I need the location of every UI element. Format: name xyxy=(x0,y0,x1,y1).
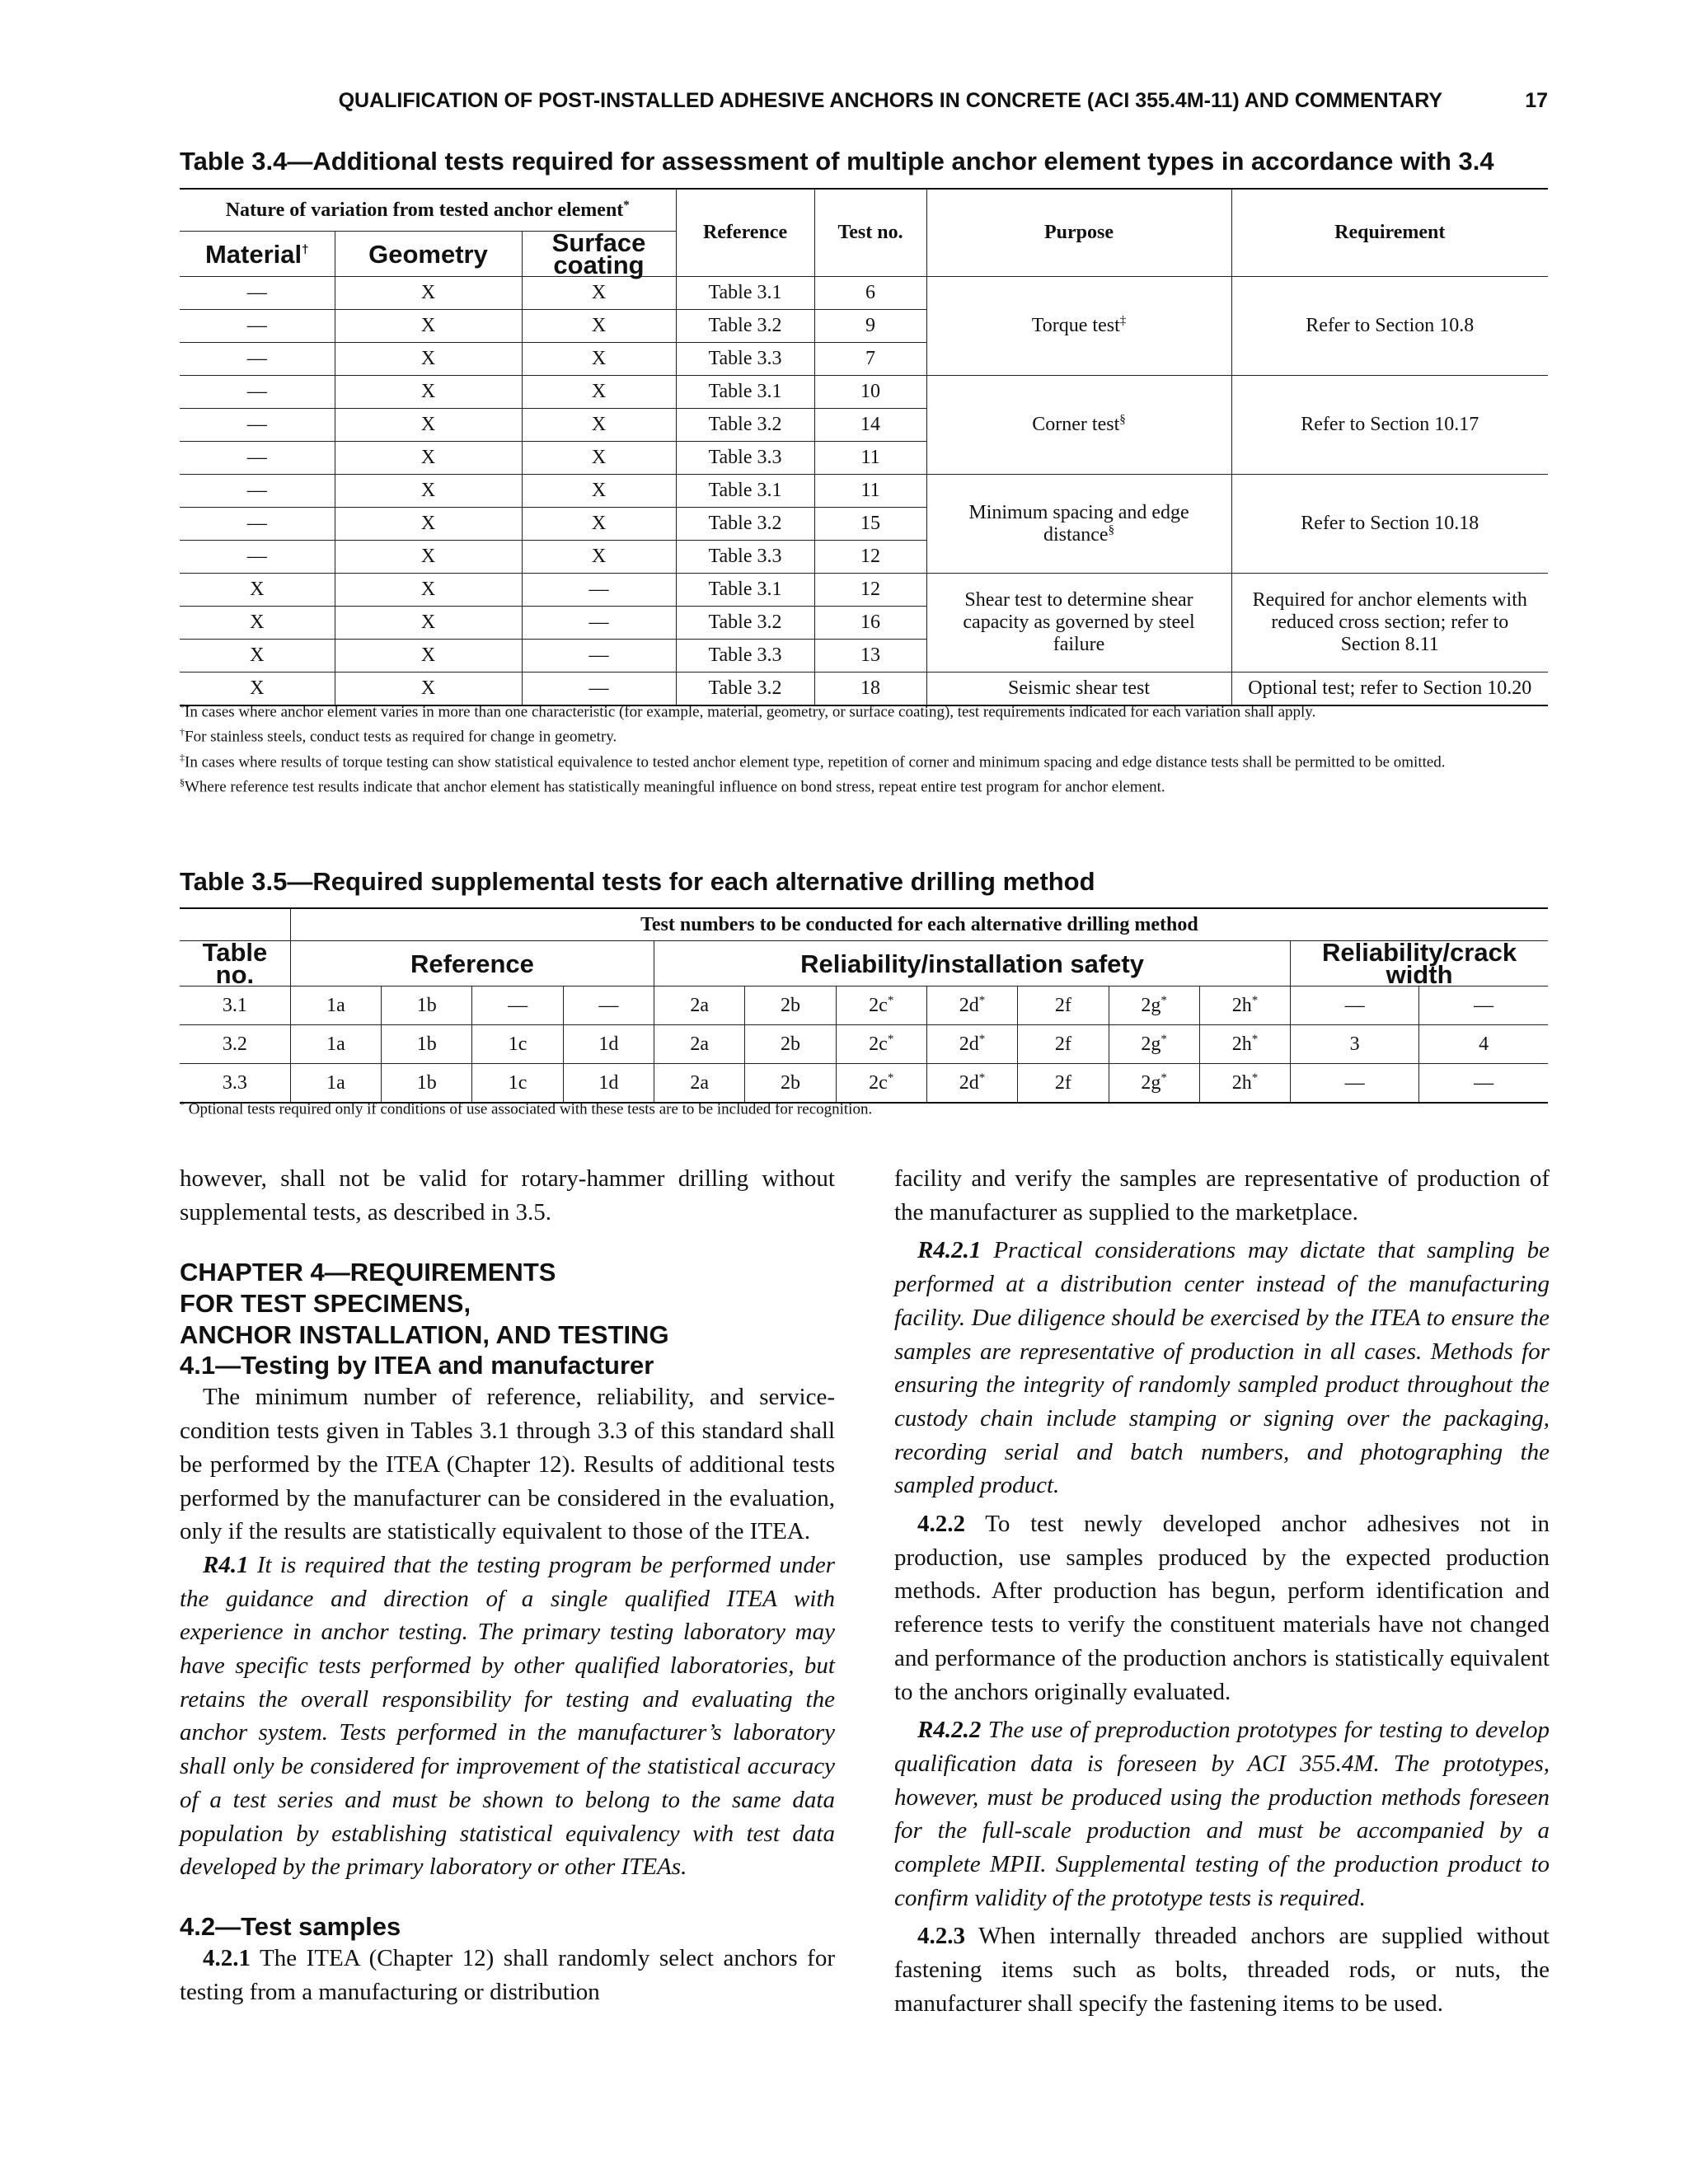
cell-geometry: X xyxy=(335,574,522,607)
cell-material: — xyxy=(180,475,335,508)
cell-surface-coating: — xyxy=(522,574,676,607)
cell-reference: Table 3.2 xyxy=(676,607,814,640)
table-3-4 xyxy=(180,188,1548,706)
cell-test-number: 2h* xyxy=(1199,1025,1290,1064)
header-title: QUALIFICATION OF POST-INSTALLED ADHESIVE ANCHORS IN CONCRETE (ACI 355.4M-11) AND COMMENTARY xyxy=(338,89,1442,112)
cell-reference: Table 3.2 xyxy=(676,310,814,343)
cell-reference: Table 3.3 xyxy=(676,541,814,574)
table-row xyxy=(180,277,1548,310)
paragraph: however, shall not be valid for rotary-hammer drilling without supplemental tests, as described in 3.5. xyxy=(180,1165,835,1226)
cell-surface-coating: X xyxy=(522,442,676,475)
cell-test-number: — xyxy=(1419,1064,1548,1104)
cell-surface-coating: X xyxy=(522,376,676,409)
group-reference: Reference xyxy=(290,941,654,987)
cell-material: — xyxy=(180,442,335,475)
cell-table-no: 3.2 xyxy=(180,1025,290,1064)
cell-surface-coating: X xyxy=(522,409,676,442)
cell-test-number: 2g* xyxy=(1109,1064,1199,1104)
cell-material: X xyxy=(180,607,335,640)
cell-test-number: 2d* xyxy=(926,1064,1017,1104)
footnote: †For stainless steels, conduct tests as required for change in geometry. xyxy=(180,726,617,746)
cell-test-no: 6 xyxy=(814,277,926,310)
cell-test-number: 1b xyxy=(382,1025,472,1064)
cell-surface-coating: X xyxy=(522,310,676,343)
cell-reference: Table 3.3 xyxy=(676,343,814,376)
cell-test-number: 2h* xyxy=(1199,1064,1290,1104)
cell-test-number: 2d* xyxy=(926,1025,1017,1064)
table-row xyxy=(180,987,1548,1025)
col-material: Material† xyxy=(180,232,335,277)
paragraph-4-2-2: 4.2.2 To test newly developed anchor adhesives not in production, use samples produced by the expected production methods. After production has begun, perform identification and reference tests to verify the constituent materials have not changed and performance of the production anchors is statistically equivalent to the anchors originally evaluated. xyxy=(894,1511,1550,1705)
cell-test-no: 15 xyxy=(814,508,926,541)
cell-test-number: — xyxy=(1419,987,1548,1025)
commentary-r4-1: R4.1 It is required that the testing program be performed under the guidance and direction of a single qualified ITEA with experience in anchor testing. The primary testing laboratory may have specific tests performed by other qualified laboratories, but retains the overall responsibility for testing and evaluating the anchor system. Tests performed in the manufacturer’s laboratory shall only be considered for improvement of the statistical accuracy of a test series and must be shown to belong to the same data population by establishing statistical equivalency with test data developed by the primary laboratory or other ITEAs. xyxy=(180,1551,835,1881)
cell-test-number: 2f xyxy=(1018,987,1109,1025)
cell-surface-coating: X xyxy=(522,541,676,574)
page-number: 17 xyxy=(1525,89,1548,112)
cell-geometry: X xyxy=(335,409,522,442)
cell-reference: Table 3.2 xyxy=(676,673,814,706)
cell-material: — xyxy=(180,277,335,310)
table-row xyxy=(180,1025,1548,1064)
cell-geometry: X xyxy=(335,640,522,673)
left-column xyxy=(180,1162,835,2008)
cell-geometry: X xyxy=(335,277,522,310)
footnote: §Where reference test results indicate that anchor element has statistically meaningful influence on bond stress, repeat entire test program for anchor element. xyxy=(180,776,1165,796)
cell-material: X xyxy=(180,574,335,607)
cell-test-number: — xyxy=(563,987,654,1025)
commentary-r4-2-2: R4.2.2 The use of preproduction prototypes for testing to develop qualification data is foreseen by ACI 355.4M. The prototypes, however, must be produced using the production methods foreseen for the full-scale production and must be accompanied by a complete MPII. Supplemental testing of the production product to confirm validity of the prototype tests is required. xyxy=(894,1717,1550,1911)
table-3-5-caption: Table 3.5—Required supplemental tests for each alternative drilling method xyxy=(180,867,1095,896)
col-test-no: Test no. xyxy=(814,189,926,277)
cell-test-number: 2c* xyxy=(836,1025,926,1064)
col-requirement: Requirement xyxy=(1231,189,1548,277)
cell-material: — xyxy=(180,541,335,574)
cell-purpose: Seismic shear test xyxy=(926,673,1231,706)
col-table-no: Table no. xyxy=(180,941,290,987)
cell-test-no: 18 xyxy=(814,673,926,706)
cell-test-no: 14 xyxy=(814,409,926,442)
table-3-5 xyxy=(180,907,1548,1104)
paragraph-4-2-3: 4.2.3 When internally threaded anchors are supplied without fastening items such as bolts, threaded rods, or nuts, the manufacturer shall specify the fastening items to be used. xyxy=(894,1923,1550,2017)
cell-geometry: X xyxy=(335,310,522,343)
cell-test-no: 9 xyxy=(814,310,926,343)
col-geometry: Geometry xyxy=(335,232,522,277)
cell-test-number: 2c* xyxy=(836,987,926,1025)
cell-test-no: 12 xyxy=(814,574,926,607)
cell-requirement: Refer to Section 10.18 xyxy=(1231,475,1548,574)
cell-test-number: 2h* xyxy=(1199,987,1290,1025)
cell-material: X xyxy=(180,640,335,673)
cell-purpose: Torque test‡ xyxy=(926,277,1231,376)
cell-test-number: — xyxy=(472,987,563,1025)
cell-geometry: X xyxy=(335,541,522,574)
cell-reference: Table 3.2 xyxy=(676,508,814,541)
cell-test-number: 2b xyxy=(745,1025,836,1064)
cell-test-number: 3 xyxy=(1291,1025,1419,1064)
cell-reference: Table 3.1 xyxy=(676,376,814,409)
paragraph-4-1: The minimum number of reference, reliability, and service-condition tests given in Tables 3.1 through 3.3 of this standard shall be performed by the ITEA (Chapter 12). Results of additional tests performed by the manufacturer can be considered in the evaluation, only if the results are statistically equivalent to those of the ITEA. xyxy=(180,1384,835,1545)
cell-test-no: 13 xyxy=(814,640,926,673)
cell-reference: Table 3.1 xyxy=(676,277,814,310)
cell-test-number: 1a xyxy=(290,1025,381,1064)
cell-reference: Table 3.1 xyxy=(676,574,814,607)
cell-surface-coating: X xyxy=(522,508,676,541)
cell-test-number: 1c xyxy=(472,1064,563,1104)
cell-test-number: 1a xyxy=(290,1064,381,1104)
cell-material: — xyxy=(180,310,335,343)
cell-test-number: 2c* xyxy=(836,1064,926,1104)
cell-geometry: X xyxy=(335,673,522,706)
cell-test-number: 2b xyxy=(745,1064,836,1104)
table-row xyxy=(180,574,1548,607)
col-purpose: Purpose xyxy=(926,189,1231,277)
cell-purpose: Corner test§ xyxy=(926,376,1231,475)
cell-test-number: — xyxy=(1291,987,1419,1025)
table-row xyxy=(180,475,1548,508)
paragraph-4-2-1: 4.2.1 The ITEA (Chapter 12) shall randomly select anchors for testing from a manufacturing or distribution xyxy=(180,1944,835,2005)
cell-material: — xyxy=(180,343,335,376)
cell-geometry: X xyxy=(335,607,522,640)
cell-test-number: 1a xyxy=(290,987,381,1025)
cell-surface-coating: — xyxy=(522,673,676,706)
table-3-5-body xyxy=(180,987,1548,1104)
cell-geometry: X xyxy=(335,376,522,409)
group-reliability-installation: Reliability/installation safety xyxy=(654,941,1291,987)
cell-requirement: Required for anchor elements with reduced cross section; refer to Section 8.11 xyxy=(1231,574,1548,673)
cell-material: X xyxy=(180,673,335,706)
right-column xyxy=(894,1162,1550,2021)
cell-test-no: 16 xyxy=(814,607,926,640)
cell-reference: Table 3.2 xyxy=(676,409,814,442)
col-surface-coating: Surface coating xyxy=(522,232,676,277)
chapter-title: CHAPTER 4—REQUIREMENTS FOR TEST SPECIMENS, ANCHOR INSTALLATION, AND TESTING xyxy=(180,1258,669,1350)
cell-surface-coating: X xyxy=(522,343,676,376)
cell-reference: Table 3.3 xyxy=(676,640,814,673)
cell-requirement: Optional test; refer to Section 10.20 xyxy=(1231,673,1548,706)
cell-geometry: X xyxy=(335,508,522,541)
cell-reference: Table 3.3 xyxy=(676,442,814,475)
cell-requirement: Refer to Section 10.8 xyxy=(1231,277,1548,376)
cell-geometry: X xyxy=(335,475,522,508)
section-heading-4-1: 4.1—Testing by ITEA and manufacturer xyxy=(180,1351,654,1380)
super-header: Test numbers to be conducted for each alternative drilling method xyxy=(290,908,1548,941)
cell-test-number: 2g* xyxy=(1109,987,1199,1025)
cell-test-no: 11 xyxy=(814,475,926,508)
cell-test-number: 4 xyxy=(1419,1025,1548,1064)
cell-test-no: 12 xyxy=(814,541,926,574)
footnote: ‡In cases where results of torque testing can show statistical equivalence to tested anchor element type, repetition of corner and minimum spacing and edge distance tests shall be permitted to be omitted. xyxy=(180,751,1446,771)
cell-requirement: Refer to Section 10.17 xyxy=(1231,376,1548,475)
cell-test-number: 1d xyxy=(563,1025,654,1064)
cell-test-number: 2g* xyxy=(1109,1025,1199,1064)
section-heading-4-2: 4.2—Test samples xyxy=(180,1911,401,1941)
cell-surface-coating: — xyxy=(522,607,676,640)
cell-test-no: 11 xyxy=(814,442,926,475)
cell-table-no: 3.1 xyxy=(180,987,290,1025)
cell-reference: Table 3.1 xyxy=(676,475,814,508)
cell-surface-coating: — xyxy=(522,640,676,673)
group-reliability-crack: Reliability/crack width xyxy=(1291,941,1548,987)
cell-test-number: 2f xyxy=(1018,1025,1109,1064)
variation-group-header: Nature of variation from tested anchor element* xyxy=(180,189,676,232)
cell-geometry: X xyxy=(335,343,522,376)
cell-test-number: 2a xyxy=(654,1025,745,1064)
footnote: *In cases where anchor element varies in more than one characteristic (for example, material, geometry, or surface coating), test requirements indicated for each variation shall apply. xyxy=(180,701,1316,721)
cell-geometry: X xyxy=(335,442,522,475)
cell-purpose: Shear test to determine shear capacity as governed by steel failure xyxy=(926,574,1231,673)
cell-table-no: 3.3 xyxy=(180,1064,290,1104)
col-reference: Reference xyxy=(676,189,814,277)
cell-material: — xyxy=(180,376,335,409)
cell-test-number: 2f xyxy=(1018,1064,1109,1104)
table-3-5-footnote: * Optional tests required only if conditions of use associated with these tests are to be included for recognition. xyxy=(180,1099,873,1118)
table-3-4-body xyxy=(180,277,1548,706)
cell-surface-coating: X xyxy=(522,475,676,508)
cell-test-number: — xyxy=(1291,1064,1419,1104)
running-header xyxy=(180,89,1548,122)
cell-test-no: 10 xyxy=(814,376,926,409)
table-row xyxy=(180,376,1548,409)
commentary-r4-2-1: R4.2.1 Practical considerations may dictate that sampling be performed at a distribution center instead of the manufacturing facility. Due diligence should be exercised by the ITEA to ensure the samples are representative of production in all cases. Methods for ensuring the integrity of randomly sampled product throughout the custody chain include stamping or signing over the packaging, recording serial and batch numbers, and photographing the sampled product. xyxy=(894,1237,1550,1499)
table-3-4-footnotes xyxy=(180,697,1548,797)
paragraph: facility and verify the samples are representative of production of the manufacturer as supplied to the marketplace. xyxy=(894,1165,1550,1226)
cell-test-number: 1b xyxy=(382,987,472,1025)
cell-purpose: Minimum spacing and edge distance§ xyxy=(926,475,1231,574)
cell-test-number: 1c xyxy=(472,1025,563,1064)
cell-material: — xyxy=(180,409,335,442)
cell-material: — xyxy=(180,508,335,541)
cell-test-no: 7 xyxy=(814,343,926,376)
cell-test-number: 2b xyxy=(745,987,836,1025)
table-3-4-caption: Table 3.4—Additional tests required for assessment of multiple anchor element types in accordance with 3.4 xyxy=(180,147,1494,176)
cell-test-number: 1d xyxy=(563,1064,654,1104)
cell-test-number: 2d* xyxy=(926,987,1017,1025)
cell-test-number: 2a xyxy=(654,987,745,1025)
cell-surface-coating: X xyxy=(522,277,676,310)
cell-test-number: 2a xyxy=(654,1064,745,1104)
cell-test-number: 1b xyxy=(382,1064,472,1104)
